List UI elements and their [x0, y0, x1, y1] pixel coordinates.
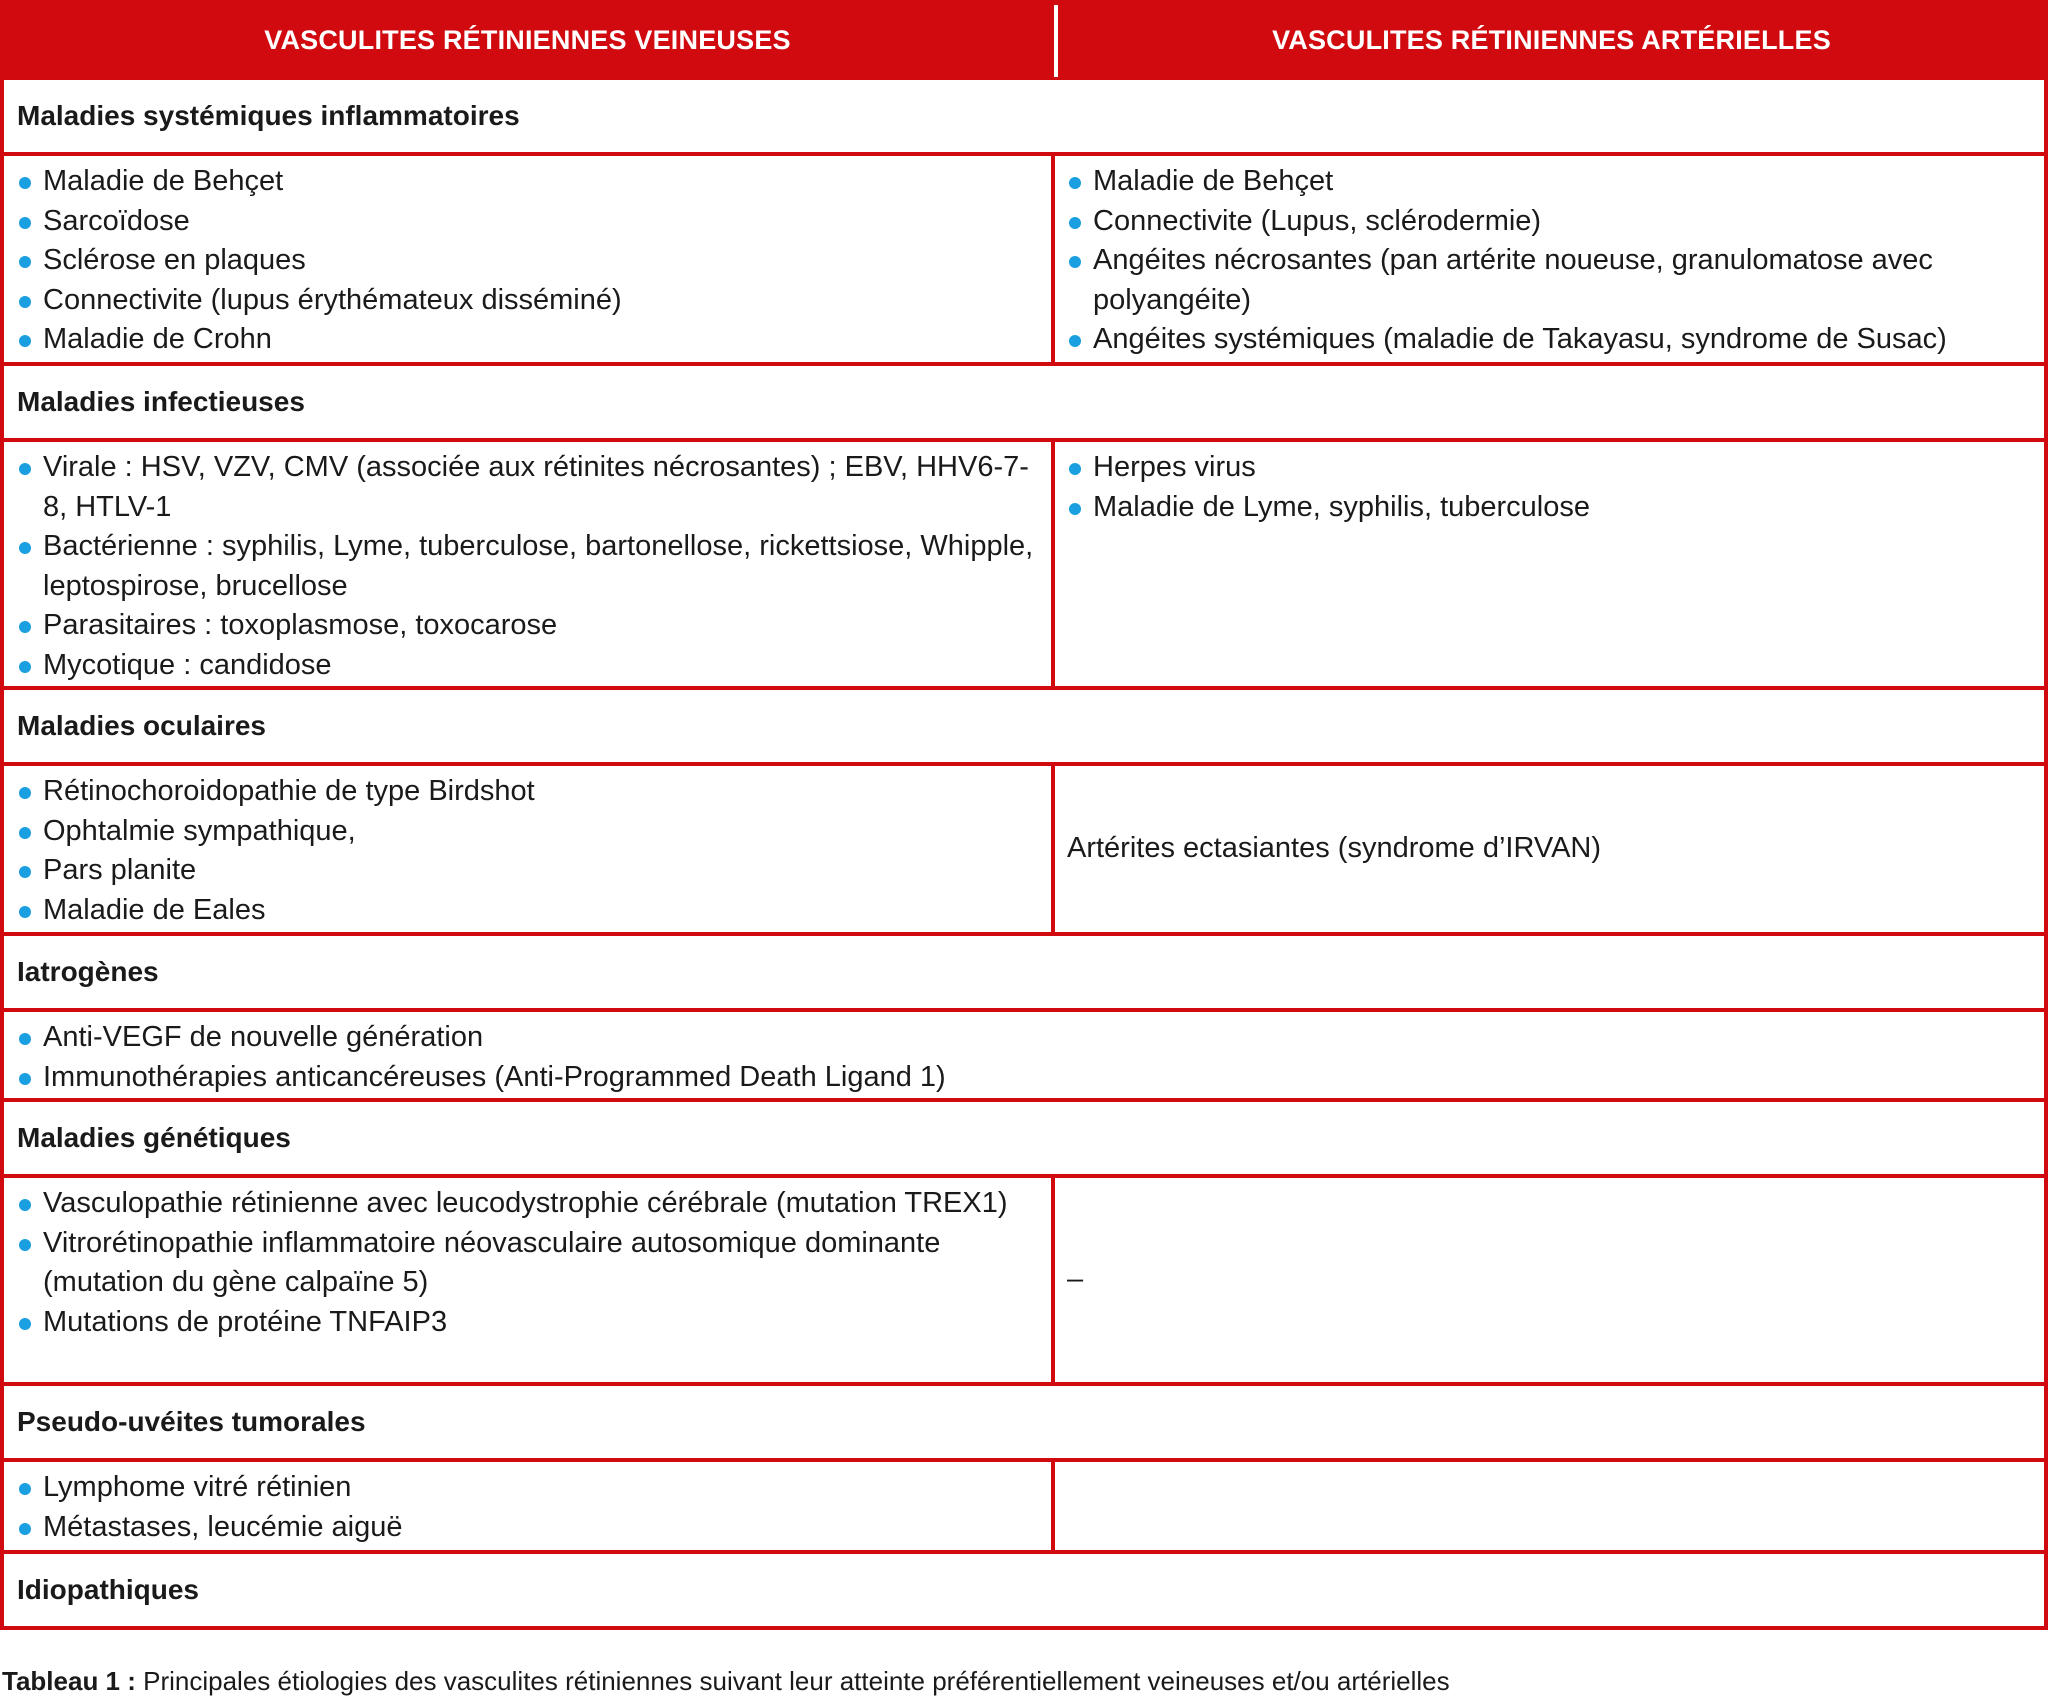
list-item: Mutations de protéine TNFAIP3 [17, 1303, 1043, 1343]
list-item: Pars planite [17, 851, 1043, 891]
bullet-icon [19, 1073, 31, 1085]
section-title-iatrogenes: Iatrogènes [0, 936, 2048, 1012]
section-body-oculaires [0, 766, 2048, 936]
bullet-icon [19, 542, 31, 554]
bullet-icon [19, 906, 31, 918]
bullet-icon [19, 296, 31, 308]
section-title-pseudo-uveites: Pseudo-uvéites tumorales [0, 1386, 2048, 1462]
list-item: Parasitaires : toxoplasmose, toxocarose [17, 606, 1043, 646]
list-item: Sarcoïdose [17, 202, 1043, 242]
list-item: Virale : HSV, VZV, CMV (associée aux rétinites nécrosantes) ; EBV, HHV6-7-8, HTLV-1 [17, 448, 1043, 527]
header-arterielles: VASCULITES RÉTINIENNES ARTÉRIELLES [1272, 24, 1831, 55]
section-title-genetiques: Maladies génétiques [0, 1102, 2048, 1178]
header-veineuses: VASCULITES RÉTINIENNES VEINEUSES [264, 24, 791, 55]
section-title-oculaires: Maladies oculaires [0, 690, 2048, 766]
bullet-icon [19, 1523, 31, 1535]
list-item: Maladie de Eales [17, 891, 1043, 931]
bullet-icon [19, 1199, 31, 1211]
list-item: Maladie de Behçet [17, 162, 1043, 202]
list-item: Anti-VEGF de nouvelle génération [17, 1018, 2036, 1058]
section-title-systemiques: Maladies systémiques inflammatoires [0, 80, 2048, 156]
section-body-infectieuses [0, 442, 2048, 690]
list-item: Mycotique : candidose [17, 646, 1043, 686]
caption-label: Tableau 1 : [2, 1666, 136, 1696]
cell-arterielles [1055, 1178, 2044, 1382]
bullet-icon [1069, 503, 1081, 515]
bullet-icon [19, 217, 31, 229]
list-item: Bactérienne : syphilis, Lyme, tuberculose, bartonellose, rickettsiose, Whipple, leptospirose, brucellose [17, 527, 1043, 606]
list-item: Herpes virus [1067, 448, 2036, 488]
bullet-icon [1069, 256, 1081, 268]
bullet-icon [19, 177, 31, 189]
cell-arterielles [1055, 1462, 2044, 1550]
list-item: Connectivite (lupus érythémateux disséminé) [17, 281, 1043, 321]
list-item: Maladie de Lyme, syphilis, tuberculose [1067, 488, 2036, 528]
list-item: Ophtalmie sympathique, [17, 812, 1043, 852]
bullet-icon [19, 1033, 31, 1045]
cell-veineuses [4, 1462, 1055, 1550]
bullet-icon [19, 1483, 31, 1495]
list-item: Maladie de Crohn [17, 320, 1043, 360]
bullet-icon [1069, 335, 1081, 347]
bullet-icon [19, 1239, 31, 1251]
bullet-icon [19, 866, 31, 878]
bullet-icon [19, 463, 31, 475]
list-item: Vasculopathie rétinienne avec leucodystrophie cérébrale (mutation TREX1) [17, 1184, 1043, 1224]
list-item: Angéites systémiques (maladie de Takayasu, syndrome de Susac) [1067, 320, 2036, 360]
list-item: Maladie de Behçet [1067, 162, 2036, 202]
bullet-icon [19, 787, 31, 799]
section-body-systemiques [0, 156, 2048, 366]
bullet-icon [19, 621, 31, 633]
cell-text: – [1067, 1263, 1084, 1296]
cell-arterielles [1055, 442, 2044, 686]
cell-text: Artérites ectasiantes (syndrome d’IRVAN) [1067, 832, 1602, 865]
list-item: Rétinochoroidopathie de type Birdshot [17, 772, 1043, 812]
cell-veineuses [4, 442, 1055, 686]
cell-veineuses [4, 766, 1055, 932]
section-body-iatrogenes [0, 1012, 2048, 1102]
bullet-icon [19, 1318, 31, 1330]
caption-text: Principales étiologies des vasculites rétiniennes suivant leur atteinte préférentiellement veineuses et/ou artérielles [135, 1666, 1450, 1696]
table-caption [2, 1666, 1450, 1697]
section-body-pseudo-uveites [0, 1462, 2048, 1554]
section-body-genetiques [0, 1178, 2048, 1386]
list-item: Sclérose en plaques [17, 241, 1043, 281]
cell-arterielles [1055, 766, 2044, 932]
list-item: Métastases, leucémie aiguë [17, 1508, 1043, 1548]
header-divider [1054, 5, 1058, 77]
list-item: Immunothérapies anticancéreuses (Anti-Programmed Death Ligand 1) [17, 1058, 2036, 1098]
list-item: Lymphome vitré rétinien [17, 1468, 1043, 1508]
cell-veineuses [4, 1178, 1055, 1382]
list-item: Vitrorétinopathie inflammatoire néovasculaire autosomique dominante (mutation du gène calpaïne 5) [17, 1224, 1043, 1303]
bullet-icon [19, 256, 31, 268]
bullet-icon [19, 335, 31, 347]
table-header-row [0, 0, 2048, 80]
list-item: Connectivite (Lupus, sclérodermie) [1067, 202, 2036, 242]
section-title-idiopathiques: Idiopathiques [0, 1554, 2048, 1630]
bullet-icon [19, 827, 31, 839]
cell-arterielles [1055, 156, 2044, 362]
bullet-icon [19, 661, 31, 673]
list-item: Angéites nécrosantes (pan artérite noueuse, granulomatose avec polyangéite) [1067, 241, 2036, 320]
cell-veineuses [4, 156, 1055, 362]
bullet-icon [1069, 217, 1081, 229]
section-title-infectieuses: Maladies infectieuses [0, 366, 2048, 442]
bullet-icon [1069, 177, 1081, 189]
cell-full-width [4, 1012, 2044, 1098]
bullet-icon [1069, 463, 1081, 475]
